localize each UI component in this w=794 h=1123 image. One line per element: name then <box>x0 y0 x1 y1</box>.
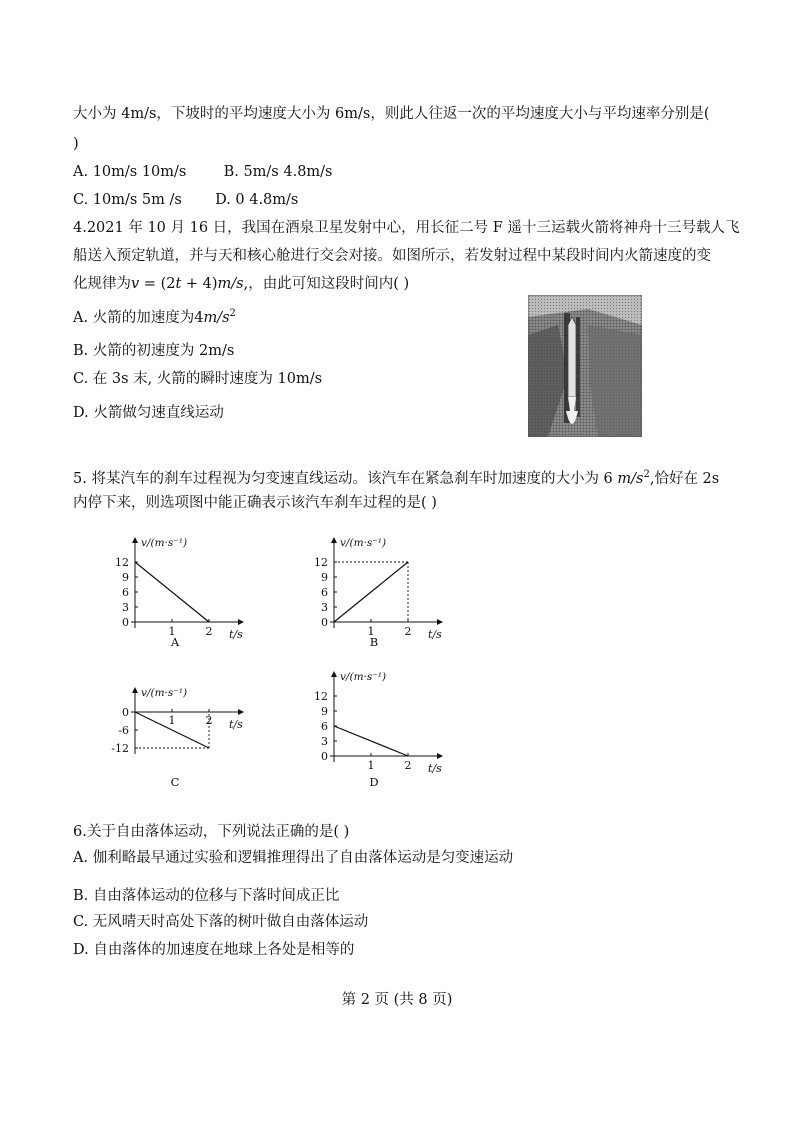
graph-a-y-tick: 9 <box>122 571 129 584</box>
graph-b-y-tick: 3 <box>321 601 328 614</box>
q4-stem-prefix: 化规律为 <box>73 276 131 292</box>
q4-option-a-prefix: A. 火箭的加速度为 <box>73 309 195 326</box>
graph-a-x-tick: 2 <box>205 625 213 638</box>
q6-option-a: A. 伽利略最早通过实验和逻辑推理得出了自由落体运动是匀变速运动 <box>73 850 514 866</box>
graph-c-caption: C <box>170 775 180 789</box>
graph-c-y-tick: -6 <box>118 724 129 737</box>
q3-option-d: D. 0 4.8m/s <box>215 192 299 208</box>
graph-c-x-tick: 2 <box>205 714 213 727</box>
graph-d-x-tick: 1 <box>367 759 375 772</box>
q4-option-d: D. 火箭做匀速直线运动 <box>73 405 224 421</box>
graph-a-caption: A <box>170 635 180 649</box>
graph-d-y-tick: 9 <box>321 705 328 718</box>
q4-option-c: C. 在 3s 末, 火箭的瞬时速度为 10m/s <box>73 371 323 387</box>
q4-option-a-value: 4 <box>194 309 204 326</box>
q3-stem-line1: 大小为 4m/s，下坡时的平均速度大小为 6m/s，则此人往返一次的平均速度大小与平均速率分别是( <box>73 106 710 122</box>
graph-a-x-tick: 1 <box>168 625 176 638</box>
graph-a-y-tick: 3 <box>122 601 129 614</box>
graph-b-x-tick: 1 <box>367 625 375 638</box>
graph-d-x-label: t/s <box>428 762 442 775</box>
graph-d-x-tick: 2 <box>404 759 412 772</box>
q3-option-a: A. 10m/s 10m/s <box>73 164 187 180</box>
graph-b-y-tick: 12 <box>314 556 328 569</box>
q4-stem-suffix: ,，由此可知这段时间内( ) <box>243 276 410 292</box>
graph-c-y-label: v/(m·s⁻¹) <box>141 687 188 699</box>
graph-d-caption: D <box>369 775 379 789</box>
graph-b-y-label: v/(m·s⁻¹) <box>340 537 387 549</box>
graph-b-y-tick: 9 <box>321 571 328 584</box>
q4-option-a <box>73 304 236 328</box>
q5-stem-prefix: 5. 将某汽车的刹车过程视为匀变速直线运动。该汽车在紧急刹车时加速度的大小为 6 <box>73 470 618 487</box>
graph-c-x-tick: 1 <box>168 714 176 727</box>
graph-a-y-label: v/(m·s⁻¹) <box>141 537 188 549</box>
q5-stem-line2: 内停下来，则选项图中能正确表示该汽车刹车过程的是( ) <box>73 495 437 511</box>
q4-formula-rest: + 4) <box>181 276 218 292</box>
graph-a-y-tick: 12 <box>115 556 129 569</box>
graph-c-x-label: t/s <box>229 718 243 731</box>
graph-b-series-line <box>334 562 408 622</box>
graph-c-y-tick: 0 <box>122 706 129 719</box>
graph-a-series-line <box>135 562 209 622</box>
q6-option-c: C. 无风晴天时高处下落的树叶做自由落体运动 <box>73 914 369 930</box>
q3-options-row1 <box>73 162 333 182</box>
q4-option-a-exp: 2 <box>229 308 236 319</box>
q4-formula-t: t <box>175 276 182 292</box>
graph-d-y-tick: 3 <box>321 735 328 748</box>
q6-option-b: B. 自由落体运动的位移与下落时间成正比 <box>73 888 340 904</box>
q6-option-d: D. 自由落体的加速度在地球上各处是相等的 <box>73 942 355 958</box>
graph-a-y-tick: 6 <box>122 586 129 599</box>
q3-option-b: B. 5m/s 4.8m/s <box>223 164 333 180</box>
graph-b-x-tick: 2 <box>404 625 412 638</box>
graph-d-series-line <box>334 726 408 756</box>
page-footer: 第 2 页 (共 8 页) <box>341 992 453 1008</box>
graph-b-caption: B <box>369 635 379 649</box>
rocket-launch-photo <box>528 295 642 437</box>
q4-stem-line3 <box>73 274 409 294</box>
graph-d-y-label: v/(m·s⁻¹) <box>340 671 387 683</box>
q6-stem: 6.关于自由落体运动，下列说法正确的是( ) <box>73 824 350 840</box>
graph-d-y-tick: 12 <box>314 690 328 703</box>
q3-options-row2 <box>73 190 298 210</box>
q4-option-b: B. 火箭的初速度为 2m/s <box>73 343 235 359</box>
q3-stem-line2: ) <box>73 136 79 152</box>
q5-stem-line1 <box>73 465 719 489</box>
vt-graphs-svg <box>73 528 477 790</box>
q4-formula-v: v <box>131 276 140 292</box>
q4-formula-unit: m/s <box>217 276 244 292</box>
q4-option-a-unit: m/s <box>203 309 230 326</box>
q4-stem-line2: 船送入预定轨道，并与天和核心舱进行交会对接。如图所示，若发射过程中某段时间内火箭速度的变 <box>73 248 711 264</box>
q3-option-c: C. 10m/s 5m /s <box>73 192 182 208</box>
graph-d-y-tick: 0 <box>321 750 328 763</box>
graph-b-x-label: t/s <box>428 628 442 641</box>
graph-a-y-tick: 0 <box>122 616 129 629</box>
q5-stem-suffix: ,恰好在 2s <box>649 470 720 487</box>
graph-a-x-label: t/s <box>229 628 243 641</box>
graph-b-y-tick: 6 <box>321 586 328 599</box>
q4-formula-eq: = (2 <box>139 276 176 292</box>
graph-d-y-tick: 6 <box>321 720 328 733</box>
graph-b-y-tick: 0 <box>321 616 328 629</box>
vt-graphs-figure <box>73 528 477 790</box>
graph-c-y-tick: -12 <box>111 742 129 755</box>
q5-stem-exp: 2 <box>643 469 650 480</box>
q5-stem-unit: m/s <box>617 470 644 487</box>
q4-stem-line1: 4.2021 年 10 月 16 日，我国在酒泉卫星发射中心，用长征二号 F 遥十三运载火箭将神舟十三号载人飞 <box>73 220 740 236</box>
